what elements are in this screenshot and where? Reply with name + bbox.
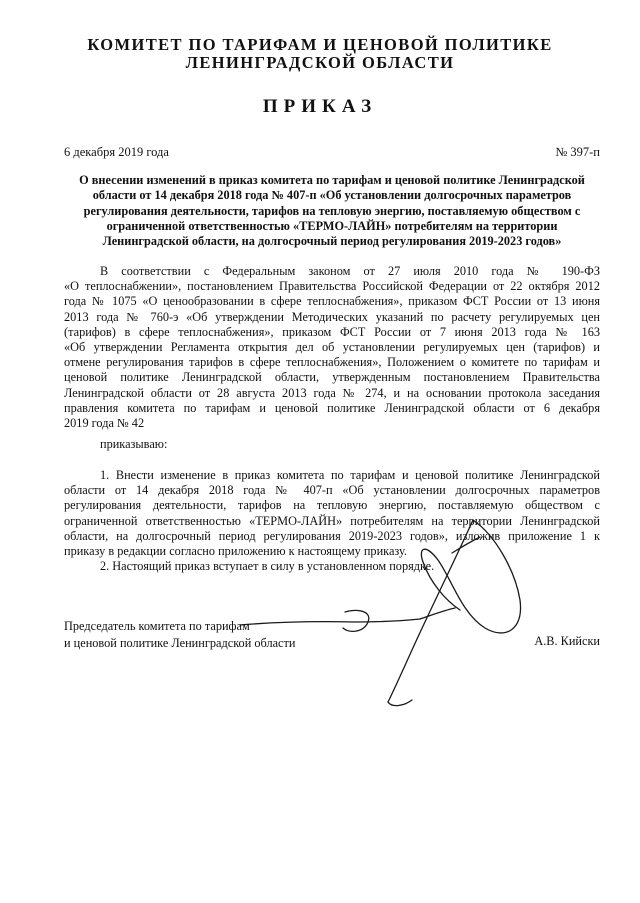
signer-position-line-2: и ценовой политике Ленинградской области — [64, 635, 296, 650]
item-1-line: 1. Внести изменение в приказ комитета по тарифам и ценовой политике Ленинградской — [100, 468, 600, 482]
preamble-line: (тарифов) в сфере теплоснабжения», приказом ФСТ России от 7 июня 2013 года № 163 — [64, 324, 600, 339]
preamble-line: 2013 года № 760-э «Об утверждении Методических указаний по расчету регулируемых цен — [64, 309, 600, 324]
organization-name-line-1: КОМИТЕТ ПО ТАРИФАМ И ЦЕНОВОЙ ПОЛИТИКЕ — [87, 35, 553, 54]
order-verb: приказываю: — [100, 437, 168, 451]
document-title — [64, 173, 600, 249]
signer-position-line-1: Председатель комитета по тарифам — [64, 619, 250, 633]
item-1-line: области от 14 декабря 2018 года № 407-п «Об установлении долгосрочных параметров — [64, 483, 600, 498]
title-line: О внесении изменений в приказ комитета по тарифам и ценовой политике Ленинградской — [79, 173, 585, 187]
document-date: 6 декабря 2019 года — [64, 145, 169, 159]
order-item-2: 2. Настоящий приказ вступает в силу в установленном порядке. — [100, 559, 435, 573]
signer-name: А.В. Кийски — [534, 634, 600, 648]
preamble-line: Ленинградской области от 28 августа 2013 года № 274, и на основании протокола заседания — [64, 385, 600, 400]
preamble-line: «Об утверждении Регламента открытия дел об установлении регулируемых цен (тарифов) и — [64, 340, 600, 355]
title-line: области от 14 декабря 2018 года № 407-п «Об установлении долгосрочных параметров — [92, 188, 572, 203]
title-line: ограниченной ответственностью «ТЕРМО-ЛАЙН» потребителям на территории — [106, 218, 558, 233]
item-1-line: ограниченной ответственностью «ТЕРМО-ЛАЙН» потребителям на территории Ленинградской — [64, 513, 600, 528]
preamble-paragraph — [64, 264, 600, 431]
preamble-line: ценовой политике Ленинградской области, утвержденным постановлением Правительства — [64, 370, 600, 385]
preamble-line: 2019 года № 42 — [64, 416, 145, 431]
item-1-line: приказу в редакции согласно приложению к настоящему приказу. — [64, 544, 407, 559]
item-1-line: регулирования деятельности, тарифов на тепловую энергию, поставляемую обществом с — [64, 498, 600, 513]
preamble-line: отмене регулирования тарифов в сфере теплоснабжения», Положением о комитете по тарифам и — [64, 355, 600, 370]
preamble-line: года № 1075 «О ценообразовании в сфере теплоснабжения», приказом ФСТ России от 13 июня — [64, 294, 600, 309]
organization-name-line-2: ЛЕНИНГРАДСКОЙ ОБЛАСТИ — [185, 53, 455, 72]
preamble-line: «О теплоснабжении», постановлением Правительства Российской Федерации от 22 октября 2012 — [64, 279, 600, 294]
title-line: регулирования деятельности, тарифов на тепловую энергию, поставляемую обществом с — [83, 203, 581, 218]
document-type-heading: ПРИКАЗ — [262, 96, 378, 117]
order-item-1 — [64, 468, 600, 559]
title-line: Ленинградской области, на долгосрочный период регулирования 2019-2023 годов» — [102, 234, 562, 249]
preamble-line: правления комитета по тарифам и ценовой политике Ленинградской области от 6 декабря — [64, 400, 600, 415]
item-1-line: области, на долгосрочный период регулирования 2019-2023 годов», изложив приложение 1 к — [64, 528, 600, 543]
signer-position — [64, 618, 295, 651]
document-number: № 397-п — [555, 145, 600, 159]
preamble-line: В соответствии с Федеральным законом от 27 июля 2010 года № 190-ФЗ — [100, 264, 600, 278]
